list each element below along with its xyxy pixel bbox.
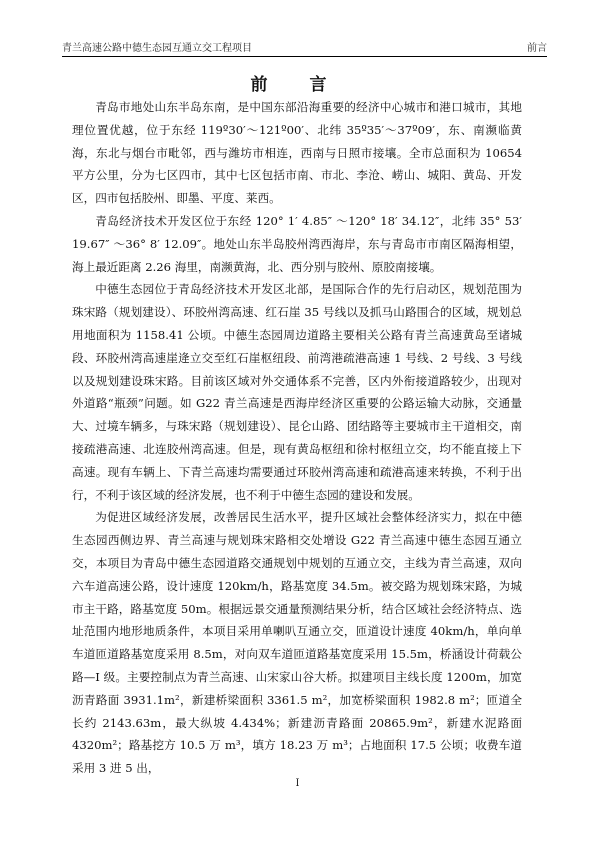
header-project-title: 青兰高速公路中德生态园互通立交工程项目 xyxy=(62,43,252,54)
paragraph: 青岛经济技术开发区位于东经 120° 1′ 4.85″ ～120° 18′ 34.12″，北纬 35° 53′ 19.67″ ～36° 8′ 12.09″。地处山东半岛胶州湾西海岸，东与青岛市市南区隔海相望，海上最近距离 2.26 海里，南濒黄海，北、西分别与胶州、原胶南接壤。 xyxy=(72,213,522,274)
header-section-title: 前言 xyxy=(527,43,547,54)
running-header xyxy=(62,36,547,57)
paragraph: 中德生态园位于青岛经济技术开发区北部，是国际合作的先行启动区，规划范围为珠宋路（规划建设）、环胶州湾高速、红石崖 35 号线以及抓马山路围合的区域，规划总用地面积为 1158.41 公顷。中德生态园周边道路主要相关公路有青兰高速黄岛至诸城段、环胶州湾高速崖逄立交至红石崖枢纽段、前湾港疏港高速 1 号线、2 号线、3 号线以及规划建设珠宋路。目前该区域对外交通体系不完善，区内外衔接道路较少，出现对外道路“瓶颈”问题。如 G22 青兰高速是西海岸经济区重要的公路运输大动脉，交通量大、过境车辆多，与珠宋路（规划建设）、昆仑山路、团结路等主要城市主干道相交，南接疏港高速、北连胶州湾高速。但是，现有黄岛枢纽和徐村枢纽立交，均不能直接上下高速。现有车辆上、下青兰高速均需要通过环胶州湾高速和疏港高速来转换，不利于出行，不利于该区域的经济发展，也不利于中德生态园的建设和发展。 xyxy=(72,282,522,502)
page-number: I xyxy=(295,778,300,789)
paragraph: 为促进区域经济发展，改善居民生活水平，提升区域社会整体经济实力，拟在中德生态园西侧边界、青兰高速与规划珠宋路相交处增设 G22 青兰高速中德生态园互通立交，本项目为青岛中德生态园道路交通规划中规划的互通立交，主线为青兰高速，双向六车道高速公路，设计速度 120km/h，路基宽度 34.5m。被交路为规划珠宋路，为城市主干路，路基宽度 50m。根据远景交通量预测结果分析，结合区域社会经济特点、选址范围内地形地质条件，本项目采用单喇叭互通立交，匝道设计速度 40km/h，单向单车道匝道路基宽度采用 8.5m，对向双车道匝道路基宽度采用 15.5m，桥涵设计荷载公路—I 级。主要控制点为青兰高速、山宋家山谷大桥。拟建项目主线长度 1200m，加宽沥青路面 3931.1m²，新建桥梁面积 3361.5 m²，加宽桥梁面积 1982.8 m²；匝道全长约 2143.63m，最大纵坡 4.434%；新建沥青路面 20865.9m²，新建水泥路面 4320m²；路基挖方 10.5 万 m³，填方 18.23 万 m³；占地面积 17.5 公顷；收费车道采用 3 进 5 出， xyxy=(72,510,522,776)
body-text xyxy=(72,96,522,780)
page-title: 前 言 xyxy=(250,75,345,95)
paragraph: 青岛市地处山东半岛东南，是中国东部沿海重要的经济中心城市和港口城市，其地理位置优越，位于东经 119º30′～121º00′、北纬 35º35′～37º09′，东、南濒临黄海，东北与烟台市毗邻，西与潍坊市相连，西南与日照市接壤。全市总面积为 10654 平方公里，分为七区四市，其中七区包括市南、市北、李沧、崂山、城阳、黄岛、开发区，四市包括胶州、即墨、平度、莱西。 xyxy=(72,100,522,206)
